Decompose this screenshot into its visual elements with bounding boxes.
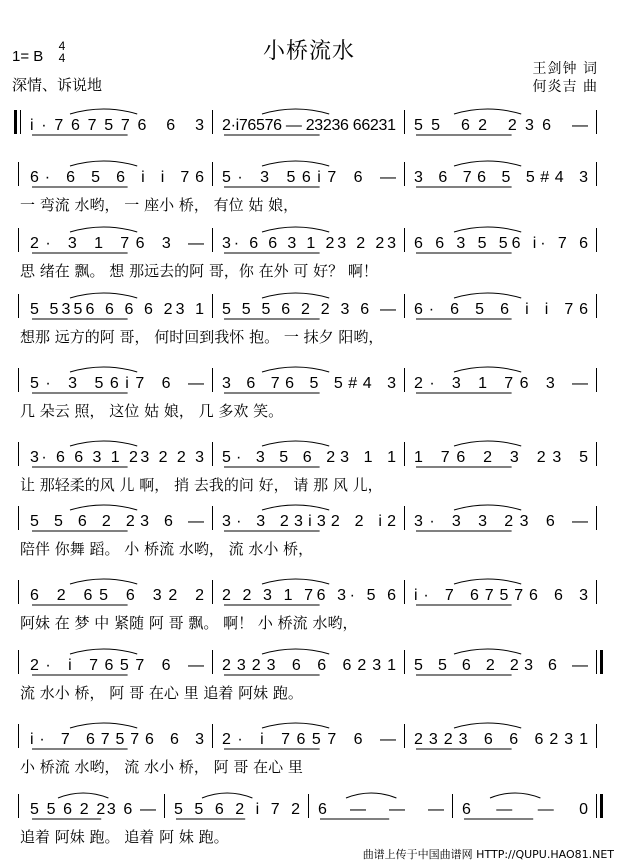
song-title: 小桥流水	[262, 39, 355, 64]
slur-mark	[262, 367, 329, 372]
slur-mark	[202, 793, 252, 798]
time-signature-top: 4	[58, 39, 66, 53]
slur-mark	[70, 109, 137, 114]
slur-mark	[262, 579, 329, 584]
slur-mark	[490, 793, 540, 798]
bar-notes: i·767576 6 3	[30, 117, 204, 134]
bar-notes: 3· 3 23i32 2 i2	[222, 513, 396, 530]
notation-line	[8, 578, 604, 612]
lyricist-credit: 王剑钟 词	[532, 61, 598, 77]
bar-notes: 3 6 76 5 5#4 3	[222, 375, 396, 392]
slur-mark	[70, 505, 137, 510]
score-system	[8, 292, 604, 348]
slur-mark	[454, 227, 521, 232]
notation-line	[8, 292, 604, 326]
score-system	[8, 578, 604, 634]
bar-notes: 5 5 6 2 23 6 —	[30, 801, 156, 818]
slur-mark	[346, 793, 396, 798]
bar-notes: 2· 3 1 76 3 —	[414, 375, 588, 392]
bar-notes: 5· 3 56i7 6 —	[30, 375, 204, 392]
bar-notes: 3· 3 3 23 6 —	[414, 513, 588, 530]
slur-mark	[70, 293, 137, 298]
bar-notes: 6 — — —	[318, 801, 444, 818]
lyrics-line: 思 绪在 飘。 想 那远去的阿 哥，你 在外 可 好？ 啊！	[20, 262, 378, 280]
notation-line	[8, 504, 604, 538]
bar-notes: 2 2 3 1 76 3· 5 6	[222, 587, 396, 604]
score-system	[8, 226, 604, 282]
score-system	[8, 440, 604, 496]
lyrics-line: 一 弯流 水哟， 一 座小 桥， 有位 姑 娘，	[20, 196, 299, 214]
slur-mark	[262, 723, 329, 728]
notation-line	[8, 440, 604, 474]
composer-credit: 何炎吉 曲	[532, 79, 598, 95]
bar-notes: 5 5 6 2 23 6 —	[30, 513, 204, 530]
slur-mark	[262, 227, 329, 232]
lyrics-line: 小 桥流 水哟， 流 水小 桥， 阿 哥 在心 里	[20, 758, 303, 776]
bar-notes: 55 62 236 —	[414, 117, 588, 134]
bar-notes: 6· 6 5 6 i i 76	[30, 169, 204, 186]
slur-mark	[262, 505, 329, 510]
slur-mark	[262, 441, 329, 446]
bar-notes: 2· 3 1 76 3 —	[30, 235, 204, 252]
lyrics-line: 几 朵云 照， 这位 姑 娘， 几 多欢 笑。	[20, 402, 284, 420]
bar-notes: 3· 6 6 3 1 23 2 2 3	[30, 449, 204, 466]
notation-line	[8, 366, 604, 400]
lyrics-line: 让 那轻柔的风 儿 啊， 捎 去我的问 好， 请 那 风 儿，	[20, 476, 383, 494]
slur-mark	[58, 793, 108, 798]
slur-mark	[262, 109, 329, 114]
slur-mark	[70, 367, 137, 372]
bar-notes: 3 6 76 5 5#4 3	[414, 169, 588, 186]
slur-mark	[70, 161, 137, 166]
slur-mark	[262, 293, 329, 298]
notation-line	[8, 648, 604, 682]
score-system	[8, 722, 604, 778]
score-system	[8, 648, 604, 704]
lyrics-line: 追着 阿妹 跑。 追着 阿 妹 跑。	[20, 828, 229, 846]
bar-notes: 2323 6 6 6231	[222, 657, 396, 674]
slur-mark	[70, 649, 137, 654]
bar-notes: 2323 6 6 6231	[414, 731, 588, 748]
slur-mark	[70, 579, 137, 584]
lyrics-line: 流 水小 桥， 阿 哥 在心 里 追着 阿妹 跑。	[20, 684, 303, 702]
bar-notes: 5 5 5 6 2 2 3 6 —	[222, 301, 396, 318]
expression-marking: 深情、诉说地	[12, 76, 103, 94]
slur-mark	[454, 723, 521, 728]
bar-notes: 6 — — 0	[462, 801, 588, 818]
score-system	[8, 504, 604, 560]
score-system	[8, 366, 604, 422]
slur-mark	[454, 109, 521, 114]
bar-notes: 5 5 6 2 23 6 —	[414, 657, 588, 674]
notation-line	[8, 792, 604, 826]
slur-mark	[454, 367, 521, 372]
bar-notes: i· 7 67576 6 3	[30, 731, 204, 748]
bar-notes: 6 6 3 5 56 i· 7 6	[414, 235, 588, 252]
slur-mark	[70, 723, 137, 728]
bar-notes: 1 76 2 3 23 5	[414, 449, 588, 466]
bar-notes: 2·i76576 — 23236 66231	[222, 117, 396, 134]
slur-mark	[454, 293, 521, 298]
slur-mark	[454, 579, 521, 584]
bar-notes: 5 5356 6 6 6 23 1	[30, 301, 204, 318]
notation-line	[8, 722, 604, 756]
bar-notes: i· 7 67576 6 3	[414, 587, 588, 604]
bar-notes: 3· 6 6 3 1 23 2 23	[222, 235, 396, 252]
score-system	[8, 160, 604, 216]
bar-notes: 2· i 7657 6 —	[30, 657, 204, 674]
slur-mark	[454, 161, 521, 166]
bar-notes: 2· i 7657 6 —	[222, 731, 396, 748]
bar-notes: 5· 3 56i7 6 —	[222, 169, 396, 186]
score-system	[8, 792, 604, 848]
lyrics-line: 阿妹 在 梦 中 紧随 阿 哥 飘。 啊！ 小 桥流 水哟，	[20, 614, 358, 632]
time-signature	[56, 40, 68, 64]
notation-line	[8, 160, 604, 194]
slur-mark	[262, 649, 329, 654]
score-system	[8, 108, 604, 164]
slur-mark	[70, 227, 137, 232]
time-signature-bottom: 4	[58, 51, 66, 65]
bar-notes: 6 2 65 6 32 2	[30, 587, 204, 604]
notation-line	[8, 108, 604, 142]
slur-mark	[454, 441, 521, 446]
notation-line	[8, 226, 604, 260]
key-signature: 1= B	[12, 48, 44, 65]
slur-mark	[454, 649, 521, 654]
slur-mark	[454, 505, 521, 510]
source-footer: 曲谱上传于中国曲谱网 HTTP://QUPU.HAO81.NET	[362, 848, 614, 861]
bar-notes: 6· 6 5 6 i i 76	[414, 301, 588, 318]
slur-mark	[262, 161, 329, 166]
bar-notes: 5 5 6 2 i 7 2	[174, 801, 300, 818]
lyrics-line: 陪伴 你舞 蹈。 小 桥流 水哟， 流 水小 桥，	[20, 540, 314, 558]
slur-mark	[70, 441, 137, 446]
bar-notes: 5· 3 5 6 23 1 1	[222, 449, 396, 466]
lyrics-line: 想那 远方的阿 哥， 何时回到我怀 抱。 一 抹夕 阳哟，	[20, 328, 384, 346]
